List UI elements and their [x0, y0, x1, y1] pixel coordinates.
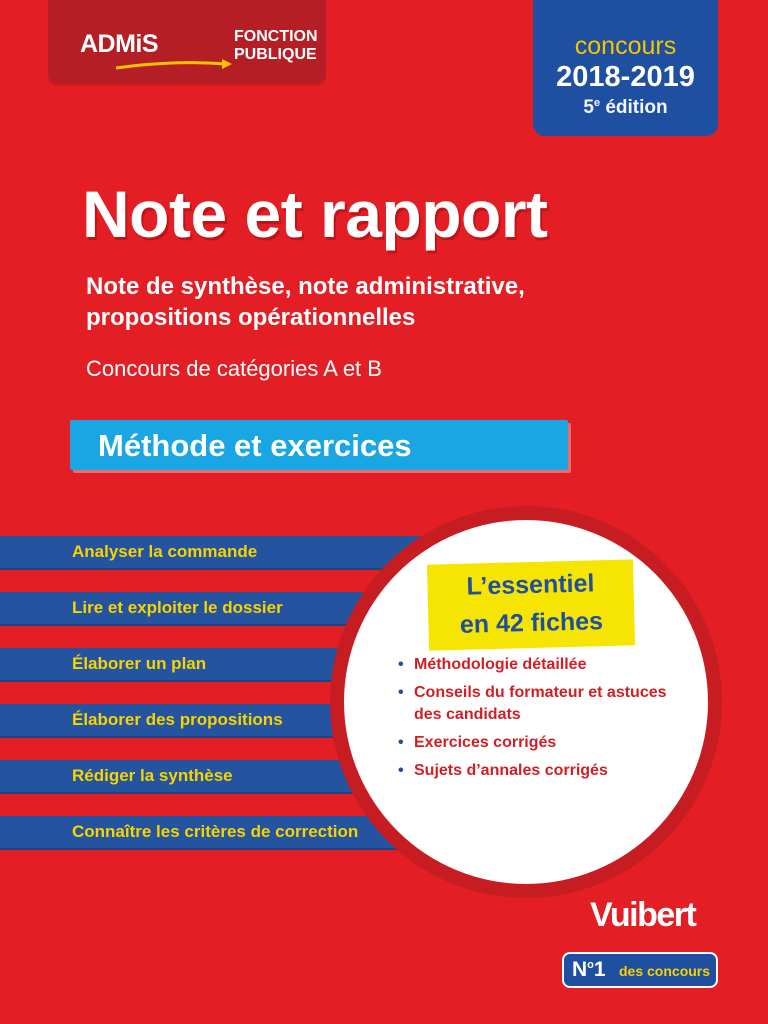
methode-banner [70, 420, 568, 470]
admis-logo: ADMiS [80, 30, 159, 58]
section-label: Analyser la commande [72, 542, 258, 561]
fonction-publique-label: FONCTION PUBLIQUE [234, 28, 318, 63]
concours-years: 2018-2019 [556, 61, 695, 93]
feature-item: • Exercices corrigés [396, 732, 696, 754]
edition-label: 5e édition [583, 97, 668, 118]
publisher-logo: Vuibert [590, 896, 696, 934]
brand-tab [48, 0, 326, 84]
section-label: Élaborer des propositions [72, 710, 283, 729]
essentiel-badge [427, 559, 635, 650]
section-label: Rédiger la synthèse [72, 766, 233, 785]
feature-item: • Méthodologie détaillée [396, 654, 696, 676]
essentiel-line: en 42 fiches [459, 607, 604, 639]
section-label: Connaître les critères de correction [72, 822, 359, 841]
methode-text: Méthode et exercices [98, 428, 412, 463]
section-label: Lire et exploiter le dossier [72, 598, 283, 617]
book-title: Note et rapport [82, 177, 548, 251]
feature-list [396, 654, 696, 788]
essentiel-line: L’essentiel [466, 569, 595, 601]
swoosh-icon [114, 58, 234, 72]
categories-label: Concours de catégories A et B [86, 356, 382, 381]
feature-item: • Conseils du formateur et astuces des candidats [396, 682, 696, 726]
no1-badge: $N^o1$ des concours [562, 952, 718, 988]
concours-label: concours [574, 32, 677, 60]
concours-tab [533, 0, 718, 136]
feature-item: • Sujets d’annales corrigés [396, 760, 696, 782]
section-label: Élaborer un plan [72, 654, 207, 673]
book-subtitle: Note de synthèse, note administrative, propositions opérationnelles [86, 273, 525, 331]
